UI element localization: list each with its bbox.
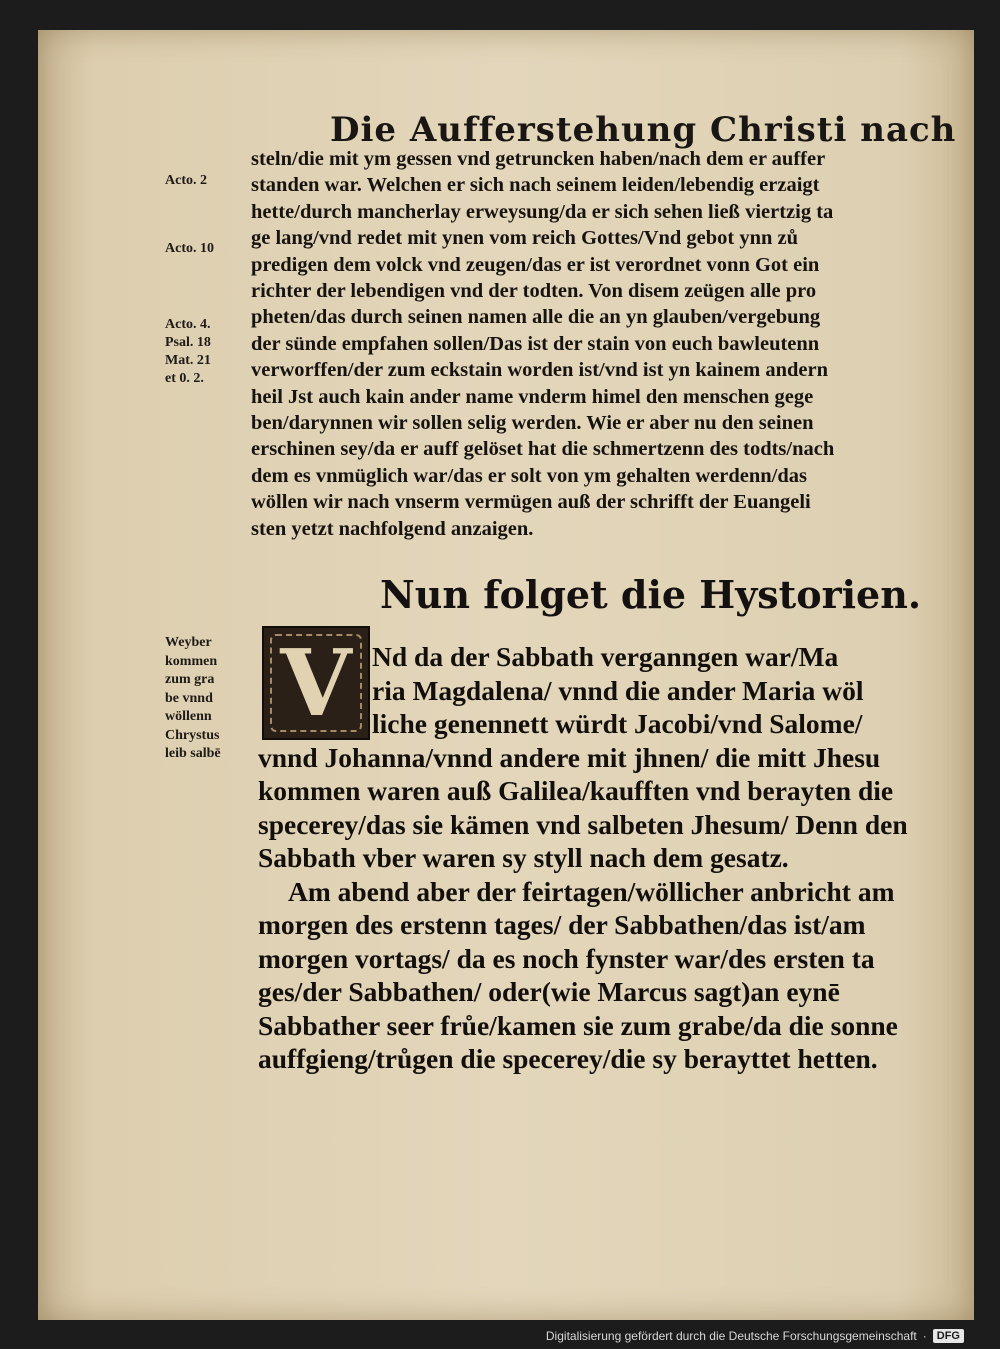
text-line: Am abend aber der feirtagen/wöllicher anbricht am bbox=[288, 875, 895, 907]
text-line: erschinen sey/da er auff gelöset hat die schmertzenn des todts/nach bbox=[251, 438, 835, 461]
text-line: pheten/das durch seinen namen alle die an yn glauben/vergebung bbox=[251, 306, 821, 329]
text-line: ria Magdalena/ vnnd die ander Maria wöl bbox=[372, 674, 864, 706]
text-line: verworffen/der zum eckstain worden ist/vnd ist yn kainem andern bbox=[251, 359, 829, 382]
margin-note-weyber bbox=[165, 634, 245, 764]
text-line: steln/die mit ym gessen vnd getruncken haben/nach dem er auffer bbox=[251, 148, 826, 170]
text-line: ges/der Sabbathen/ oder(wie Marcus sagt)an eynē bbox=[258, 976, 840, 1007]
narrative-text bbox=[258, 640, 928, 1076]
text-line: heil Jst auch kain ander name vnderm himel den menschen gege bbox=[251, 385, 814, 408]
text-line: sten yetzt nachfolgend anzaigen. bbox=[251, 517, 534, 540]
text-line: dem es vnmüglich war/das er solt von ym gehalten werdenn/das bbox=[251, 464, 807, 487]
footer-credit bbox=[546, 1329, 964, 1343]
text-line: ben/darynnen wir sollen selig werden. Wie er aber nu den seinen bbox=[251, 412, 814, 435]
drop-initial-letter: V bbox=[280, 629, 352, 737]
text-line: hette/durch mancherlay erweysung/da er sich sehen ließ viertzig ta bbox=[251, 200, 834, 223]
margin-note-references bbox=[165, 316, 245, 388]
text-line: kommen waren auß Galilea/kaufften vnd berayten die bbox=[258, 775, 894, 806]
margin-note-line: zum gra bbox=[165, 672, 215, 687]
margin-note-acto10: Acto. 10 bbox=[165, 241, 214, 256]
dfg-logo-icon: DFG bbox=[933, 1329, 964, 1343]
margin-note-line: Psal. 18 bbox=[165, 335, 211, 350]
text-line: auffgieng/trůgen die specerey/die sy berayttet hetten. bbox=[258, 1043, 878, 1074]
text-line: ge lang/vnd redet mit ynen vom reich Gottes/Vnd gebot ynn zů bbox=[251, 227, 799, 250]
footer-separator: · bbox=[922, 1329, 927, 1343]
margin-note-line: kommen bbox=[165, 653, 218, 669]
text-line: richter der lebendigen vnd der todten. Von disem zeügen alle pro bbox=[251, 280, 817, 303]
text-line: predigen dem volck vnd zeugen/das er ist verordnet vonn Got ein bbox=[251, 253, 820, 276]
margin-note-line: Chrystus bbox=[165, 727, 220, 743]
text-line: specerey/das sie kämen vnd salbeten Jhesum/ Denn den bbox=[258, 808, 908, 840]
text-line: morgen vortags/ da es noch fynster war/des ersten ta bbox=[258, 942, 875, 974]
text-line: Sabbather seer frůe/kamen sie zum grabe/da die sonne bbox=[258, 1009, 898, 1041]
margin-note-line: leib salbē bbox=[165, 746, 221, 761]
margin-note-line: be vnnd bbox=[165, 690, 213, 706]
margin-note-line: wöllenn bbox=[165, 709, 212, 724]
text-line: wöllen wir nach vnserm vermügen auß der schrifft der Euangeli bbox=[251, 491, 811, 514]
text-line: standen war. Welchen er sich nach seinem leiden/lebendig erzaigt bbox=[251, 174, 820, 197]
margin-note-line: Mat. 21 bbox=[165, 353, 211, 368]
margin-note-acto2: Acto. 2 bbox=[165, 173, 207, 188]
text-line: liche genennett würdt Jacobi/vnd Salome/ bbox=[372, 708, 863, 739]
section-heading: Nun folget die Hystorien. bbox=[380, 572, 922, 617]
text-line: der sünde empfahen sollen/Das ist der stain von euch bawleutenn bbox=[251, 332, 820, 355]
text-line: Sabbath vber waren sy styll nach dem gesatz. bbox=[258, 842, 789, 873]
margin-note-line: Weyber bbox=[165, 635, 212, 650]
margin-note-line: Acto. 4. bbox=[165, 317, 211, 332]
footer-credit-text: Digitalisierung gefördert durch die Deutsche Forschungsgemeinschaft bbox=[545, 1329, 917, 1343]
body-text bbox=[251, 146, 931, 542]
text-line: vnnd Johanna/vnnd andere mit jhnen/ die mitt Jhesu bbox=[258, 741, 881, 773]
running-head: Die Aufferstehung Christi nach bbox=[330, 110, 957, 150]
text-line: morgen des erstenn tages/ der Sabbathen/das ist/am bbox=[258, 909, 866, 940]
text-line: Nd da der Sabbath verganngen war/Ma bbox=[372, 641, 839, 672]
margin-note-line: et 0. 2. bbox=[165, 371, 204, 386]
